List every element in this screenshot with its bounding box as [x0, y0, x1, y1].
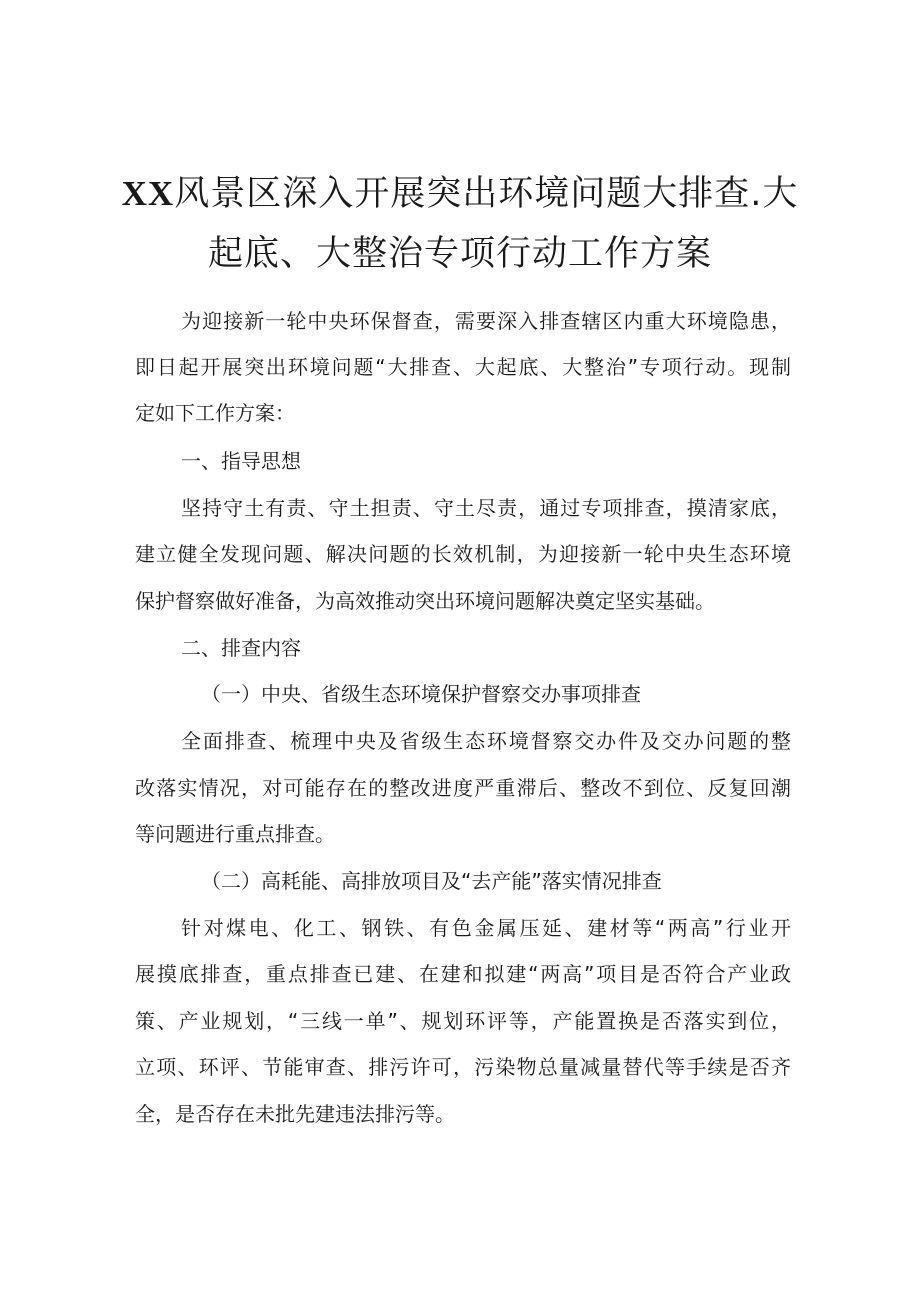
section-1-line-1: 坚持守土有责、守土担责、守土尽责，通过专项排查，摸清家底，	[181, 496, 791, 520]
subsection-2-heading: （二）高耗能、高排放项目及“去产能”落实情况排查	[201, 869, 662, 893]
section-1-heading: 一、指导思想	[181, 449, 301, 473]
section-1-line-2: 建立健全发现问题、解决问题的长效机制，为迎接新一轮中央生态环境	[135, 542, 791, 566]
subsection-1-line-1: 全面排查、梳理中央及省级生态环境督察交办件及交办问题的整	[181, 729, 791, 753]
subsection-2-line-4: 立项、环评、节能审查、排污许可，污染物总量减量替代等手续是否齐	[135, 1055, 791, 1079]
document-title-line-1	[110, 172, 810, 216]
subsection-1-heading: （一）中央、省级生态环境保护督察交办事项排查	[201, 682, 641, 706]
title-prefix: XX	[121, 174, 175, 213]
section-2-heading: 二、排查内容	[181, 636, 301, 660]
intro-line-1: 为迎接新一轮中央环保督查，需要深入排查辖区内重大环境隐患，	[181, 309, 791, 333]
intro-line-3: 定如下工作方案：	[135, 401, 295, 425]
subsection-2-line-2: 展摸底排查，重点排查已建、在建和拟建“两高”项目是否符合产业政	[135, 962, 791, 986]
subsection-2-line-5: 全，是否存在未批先建违法排污等。	[135, 1102, 455, 1126]
subsection-2-line-3: 策、产业规划，“三线一单”、规划环评等，产能置换是否落实到位，	[135, 1009, 791, 1033]
intro-line-2: 即日起开展突出环境问题“大排查、大起底、大整治”专项行动。现制	[135, 355, 791, 379]
title-line-1-text: 风景区深入开展突出环境问题大排查.大	[174, 174, 799, 214]
section-1-line-3: 保护督察做好准备，为高效推动突出环境问题解决奠定坚实基础。	[135, 589, 715, 613]
subsection-2-line-1: 针对煤电、化工、钢铁、有色金属压延、建材等“两高”行业开	[181, 916, 791, 940]
document-title-line-2: 起底、大整治专项行动工作方案	[207, 234, 712, 274]
subsection-1-line-2: 改落实情况，对可能存在的整改进度严重滞后、整改不到位、反复回潮	[135, 776, 791, 800]
subsection-1-line-3: 等问题进行重点排查。	[135, 822, 335, 846]
